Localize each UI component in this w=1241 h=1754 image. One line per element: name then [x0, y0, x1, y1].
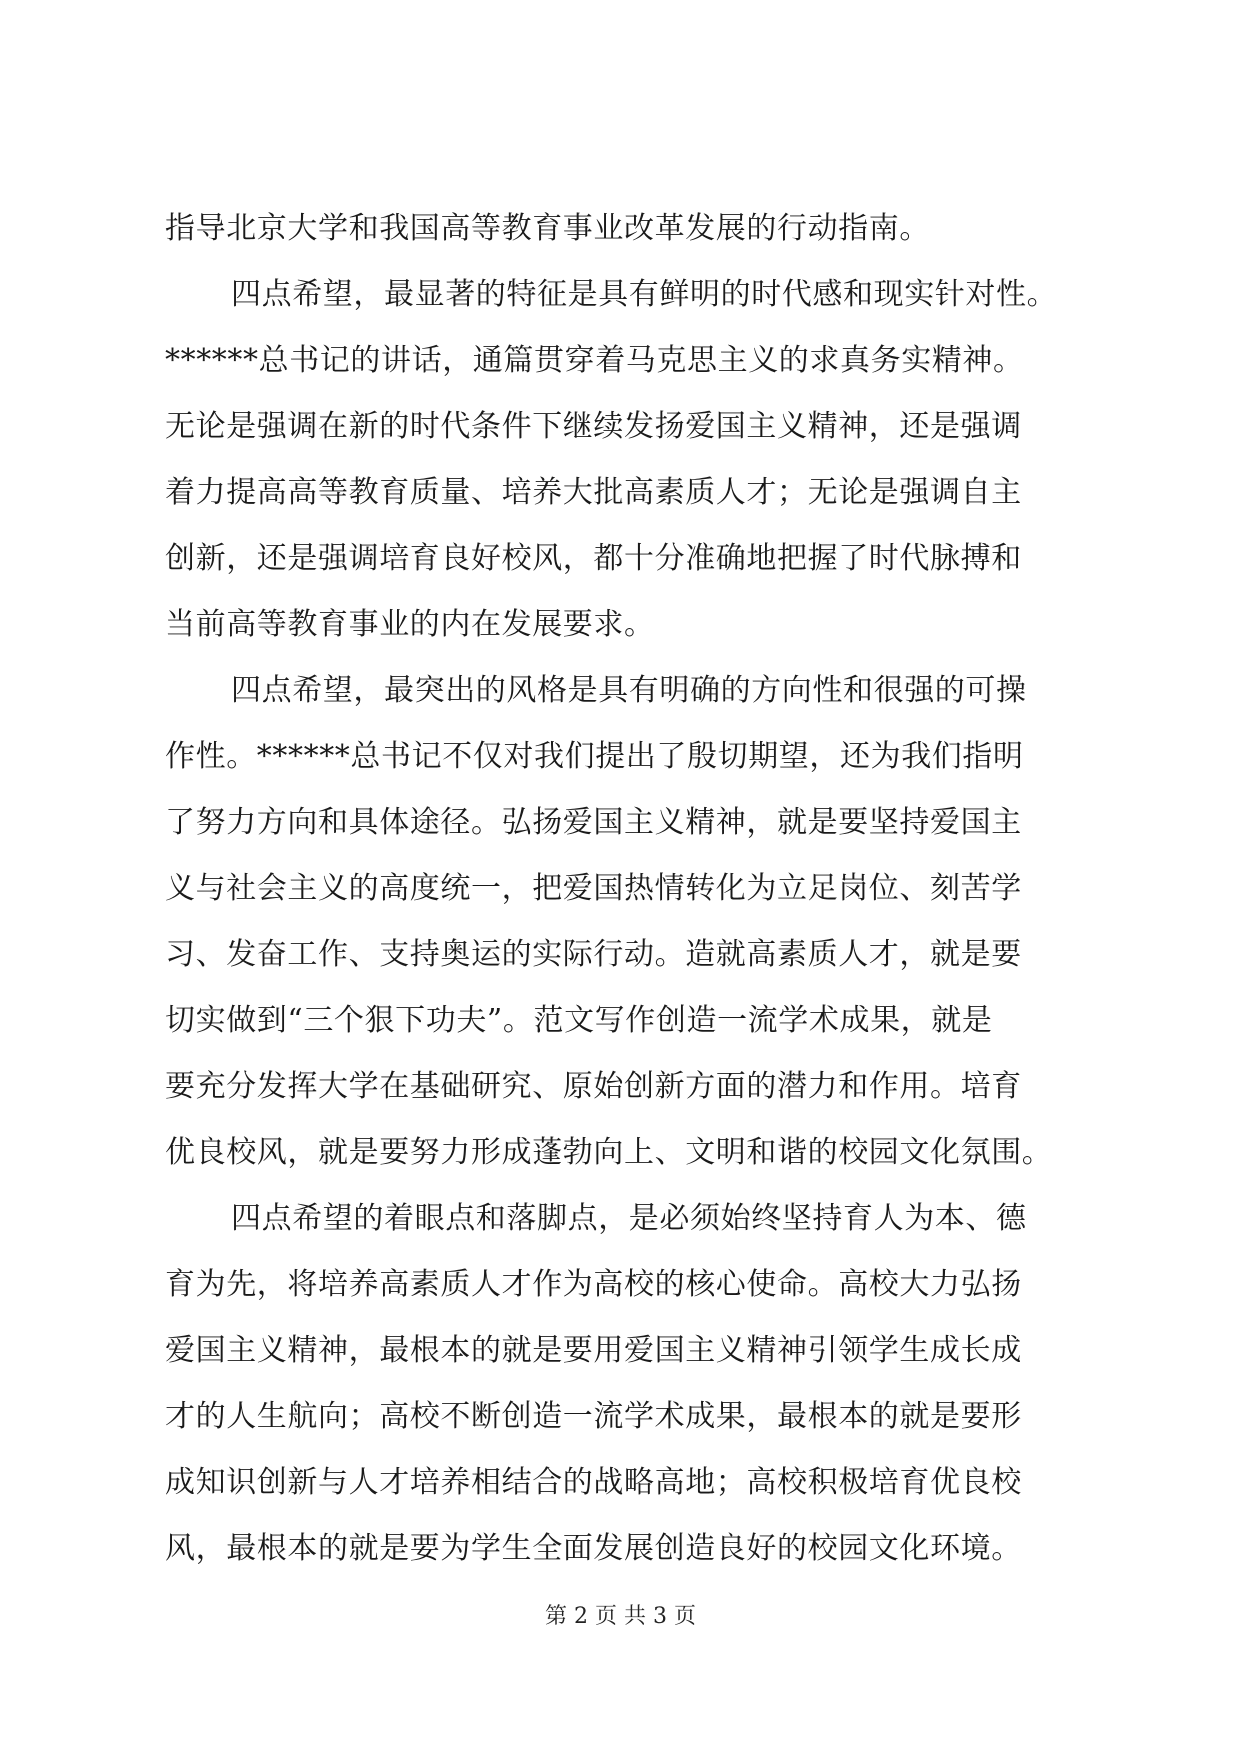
text-line: 义与社会主义的高度统一，把爱国热情转化为立足岗位、刻苦学 [165, 871, 1022, 906]
text-line: 当前高等教育事业的内在发展要求。 [165, 607, 655, 642]
text-line: 爱国主义精神，最根本的就是要用爱国主义精神引领学生成长成 [165, 1333, 1022, 1368]
paragraph-start-line: 四点希望，最显著的特征是具有鲜明的时代感和现实针对性。 [231, 277, 1058, 312]
text-line: 才的人生航向；高校不断创造一流学术成果，最根本的就是要形 [165, 1399, 1022, 1434]
text-line: 习、发奋工作、支持奥运的实际行动。造就高素质人才，就是要 [165, 937, 1022, 972]
text-line: 无论是强调在新的时代条件下继续发扬爱国主义精神，还是强调 [165, 409, 1022, 444]
page-number-footer: 第 2 页 共 3 页 [545, 1604, 696, 1629]
paragraph-start-line: 四点希望，最突出的风格是具有明确的方向性和很强的可操 [231, 673, 1027, 708]
paragraph-start-line: 四点希望的着眼点和落脚点，是必须始终坚持育人为本、德 [231, 1201, 1027, 1236]
text-line: 作性。******总书记不仅对我们提出了殷切期望，还为我们指明 [165, 739, 1024, 774]
text-line: 着力提高高等教育质量、培养大批高素质人才；无论是强调自主 [165, 475, 1022, 510]
text-line: 指导北京大学和我国高等教育事业改革发展的行动指南。 [165, 211, 930, 246]
text-line: 优良校风，就是要努力形成蓬勃向上、文明和谐的校园文化氛围。 [165, 1135, 1053, 1170]
text-line: 要充分发挥大学在基础研究、原始创新方面的潜力和作用。培育 [165, 1069, 1022, 1104]
text-line: 风，最根本的就是要为学生全面发展创造良好的校园文化环境。 [165, 1531, 1022, 1566]
text-line: 切实做到“三个狠下功夫”。范文写作创造一流学术成果，就是 [165, 1003, 993, 1038]
body-text [165, 196, 1105, 1582]
text-line: 成知识创新与人才培养相结合的战略高地；高校积极培育优良校 [165, 1465, 1022, 1500]
text-line: 创新，还是强调培育良好校风，都十分准确地把握了时代脉搏和 [165, 541, 1022, 576]
text-line: ******总书记的讲话，通篇贯穿着马克思主义的求真务实精神。 [165, 343, 1024, 378]
text-line: 了努力方向和具体途径。弘扬爱国主义精神，就是要坚持爱国主 [165, 805, 1022, 840]
text-line: 育为先，将培养高素质人才作为高校的核心使命。高校大力弘扬 [165, 1267, 1022, 1302]
